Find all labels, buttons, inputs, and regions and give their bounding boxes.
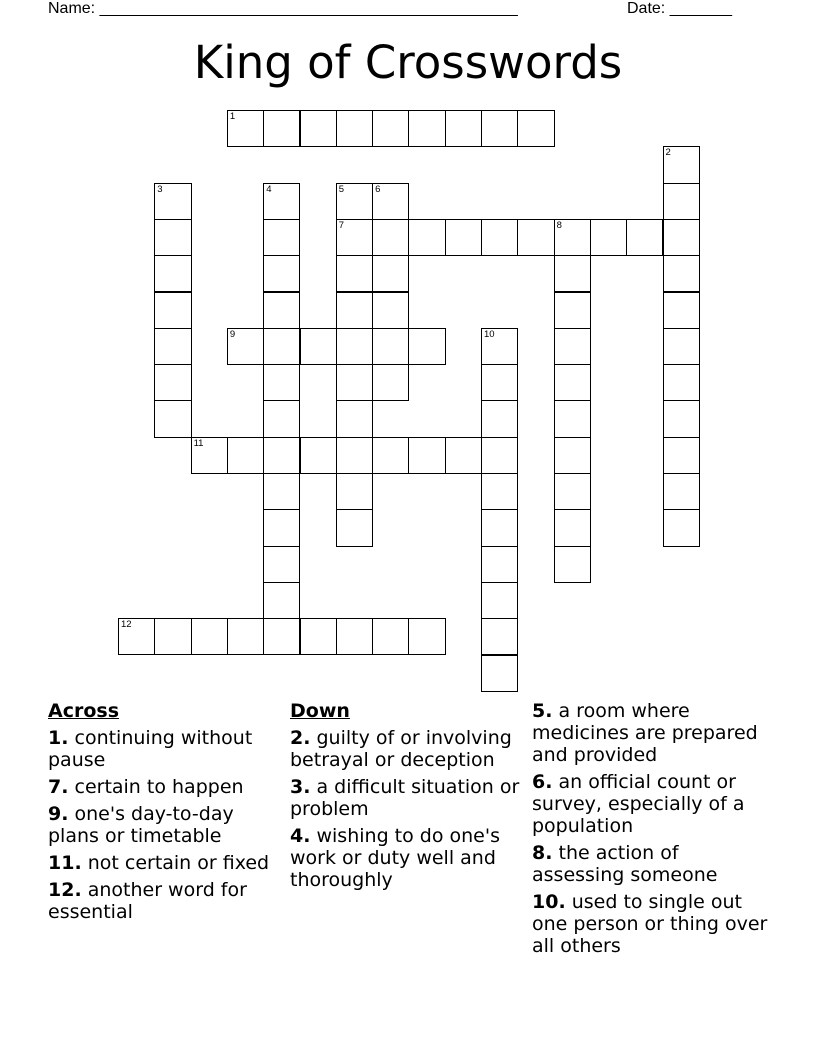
clue-text: used to single out one person or thing over all others (532, 891, 768, 957)
grid-cell[interactable] (481, 509, 518, 546)
grid-cell[interactable] (590, 219, 627, 256)
clue-number: 9. (48, 803, 69, 825)
down-clue (532, 891, 772, 957)
clue-number: 5. (532, 700, 553, 722)
grid-cell[interactable] (481, 437, 518, 474)
grid-cell[interactable] (481, 473, 518, 510)
grid-cell[interactable] (663, 183, 700, 220)
grid-cell[interactable] (336, 328, 373, 365)
across-clue (48, 776, 278, 798)
grid-cell[interactable] (663, 437, 700, 474)
grid-cell[interactable] (554, 219, 591, 256)
clue-text: guilty of or involving betrayal or deception (290, 727, 512, 771)
grid-cell[interactable] (372, 110, 409, 147)
grid-cell[interactable] (554, 400, 591, 437)
across-clues (48, 700, 278, 928)
grid-cell[interactable] (154, 255, 191, 292)
grid-cell[interactable] (663, 400, 700, 437)
clue-number: 8. (532, 842, 553, 864)
cell-number: 3 (157, 183, 163, 195)
grid-cell[interactable] (408, 219, 445, 256)
grid-cell[interactable] (300, 437, 337, 474)
clue-number: 10. (532, 891, 566, 913)
grid-cell[interactable] (554, 255, 591, 292)
grid-cell[interactable] (263, 618, 300, 655)
grid-cell[interactable] (554, 437, 591, 474)
down-clue (290, 727, 530, 771)
grid-cell[interactable] (663, 364, 700, 401)
cell-number: 4 (266, 183, 272, 195)
grid-cell[interactable] (263, 255, 300, 292)
grid-cell[interactable] (554, 546, 591, 583)
grid-cell[interactable] (372, 292, 409, 329)
grid-cell[interactable] (481, 546, 518, 583)
grid-cell[interactable] (517, 219, 554, 256)
grid-cell[interactable] (336, 509, 373, 546)
clue-text: a difficult situation or problem (290, 776, 520, 820)
grid-cell[interactable] (336, 110, 373, 147)
cell-number: 12 (121, 619, 132, 631)
grid-cell[interactable] (263, 110, 300, 147)
cell-number: 9 (229, 328, 236, 340)
grid-cell[interactable] (408, 618, 445, 655)
grid-cell[interactable] (263, 364, 300, 401)
clue-text: not certain or fixed (81, 852, 270, 874)
across-clue (48, 803, 278, 847)
grid-cell[interactable] (263, 473, 300, 510)
name-field[interactable]: Name: _______________________________________________ (48, 0, 518, 17)
down-clue-list-continued (532, 700, 772, 957)
grid-cell[interactable] (554, 328, 591, 365)
cell-number: 7 (338, 219, 345, 231)
clue-text: a room where medicines are prepared and provided (532, 700, 758, 766)
grid-cell[interactable] (154, 219, 191, 256)
grid-cell[interactable] (554, 364, 591, 401)
grid-cell[interactable] (445, 110, 482, 147)
clue-number: 12. (48, 879, 82, 901)
grid-cell[interactable] (336, 400, 373, 437)
grid-cell[interactable] (445, 219, 482, 256)
clue-number: 2. (290, 727, 311, 749)
grid-cell[interactable] (227, 110, 264, 147)
clue-text: certain to happen (68, 776, 244, 798)
grid-cell[interactable] (481, 219, 518, 256)
clue-number: 6. (532, 771, 553, 793)
grid-cell[interactable] (372, 618, 409, 655)
grid-cell[interactable] (263, 546, 300, 583)
date-field[interactable]: Date: _______ (627, 0, 732, 17)
grid-cell[interactable] (554, 473, 591, 510)
grid-cell[interactable] (481, 655, 518, 692)
grid-cell[interactable] (263, 328, 300, 365)
grid-cell[interactable] (408, 437, 445, 474)
page-title: King of Crosswords (193, 36, 623, 89)
grid-cell[interactable] (372, 255, 409, 292)
grid-cell[interactable] (154, 328, 191, 365)
across-heading: Across (48, 700, 120, 722)
across-clue (48, 879, 278, 923)
grid-cell[interactable] (663, 146, 700, 183)
clue-text: wishing to do one's work or duty well and thoroughly (290, 825, 500, 891)
across-clue (48, 727, 278, 771)
down-clues-continued (532, 700, 772, 962)
grid-cell[interactable] (372, 364, 409, 401)
across-clue (48, 852, 278, 874)
grid-cell[interactable] (227, 437, 264, 474)
grid-cell[interactable] (263, 509, 300, 546)
clue-number: 3. (290, 776, 311, 798)
grid-cell[interactable] (118, 618, 155, 655)
down-clue (290, 825, 530, 891)
cell-number: 8 (556, 219, 562, 231)
grid-cell[interactable] (300, 328, 337, 365)
down-clue (532, 700, 772, 766)
grid-cell[interactable] (554, 292, 591, 329)
cell-number: 1 (229, 111, 236, 122)
down-clues (290, 700, 530, 896)
grid-cell[interactable] (663, 255, 700, 292)
grid-cell[interactable] (626, 219, 663, 256)
clue-text: an official count or survey, especially of a population (532, 771, 745, 837)
down-clue (532, 771, 772, 837)
grid-cell[interactable] (663, 328, 700, 365)
grid-cell[interactable] (336, 255, 373, 292)
grid-cell[interactable] (663, 509, 700, 546)
grid-cell[interactable] (481, 582, 518, 619)
grid-cell[interactable] (154, 183, 191, 220)
down-clue (290, 776, 530, 820)
grid-cell[interactable] (154, 618, 191, 655)
grid-cell[interactable] (227, 328, 264, 365)
cell-number: 10 (484, 328, 495, 340)
grid-cell[interactable] (336, 183, 373, 220)
clue-number: 7. (48, 776, 69, 798)
grid-cell[interactable] (300, 618, 337, 655)
grid-cell[interactable] (663, 219, 700, 256)
grid-cell[interactable] (372, 437, 409, 474)
grid-cell[interactable] (263, 183, 300, 220)
down-clue (532, 842, 772, 886)
grid-cell[interactable] (336, 473, 373, 510)
grid-cell[interactable] (336, 364, 373, 401)
grid-cell[interactable] (263, 219, 300, 256)
grid-cell[interactable] (517, 110, 554, 147)
grid-cell[interactable] (663, 292, 700, 329)
grid-cell[interactable] (263, 437, 300, 474)
cell-number: 6 (375, 183, 381, 195)
clue-text: continuing without pause (48, 727, 253, 771)
clue-text: another word for essential (48, 879, 247, 923)
grid-cell[interactable] (408, 110, 445, 147)
grid-cell[interactable] (336, 618, 373, 655)
grid-cell[interactable] (481, 618, 518, 655)
grid-cell[interactable] (154, 400, 191, 437)
clue-text: one's day-to-day plans or timetable (48, 803, 234, 847)
grid-cell[interactable] (372, 219, 409, 256)
grid-cell[interactable] (154, 292, 191, 329)
clue-number: 4. (290, 825, 311, 847)
grid-cell[interactable] (154, 364, 191, 401)
grid-cell[interactable] (372, 183, 409, 220)
grid-cell[interactable] (408, 328, 445, 365)
grid-cell[interactable] (663, 473, 700, 510)
down-heading: Down (290, 700, 350, 722)
grid-cell[interactable] (191, 437, 228, 474)
cell-number: 2 (665, 147, 671, 159)
clue-number: 11. (48, 852, 82, 874)
grid-cell[interactable] (481, 364, 518, 401)
grid-cell[interactable] (372, 328, 409, 365)
cell-number: 5 (338, 183, 345, 195)
grid-cell[interactable] (481, 328, 518, 365)
grid-cell[interactable] (263, 400, 300, 437)
grid-cell[interactable] (336, 292, 373, 329)
grid-cell[interactable] (481, 110, 518, 147)
grid-cell[interactable] (227, 618, 264, 655)
grid-cell[interactable] (554, 509, 591, 546)
cell-number: 11 (193, 437, 204, 449)
clue-number: 1. (48, 727, 69, 749)
clue-text: the action of assessing someone (532, 842, 718, 886)
grid-cell[interactable] (481, 400, 518, 437)
grid-cell[interactable] (191, 618, 228, 655)
grid-cell[interactable] (300, 110, 337, 147)
grid-cell[interactable] (263, 292, 300, 329)
down-clue-list (290, 727, 530, 891)
grid-cell[interactable] (336, 437, 373, 474)
across-clue-list (48, 727, 278, 923)
grid-cell[interactable] (445, 437, 482, 474)
grid-cell[interactable] (336, 219, 373, 256)
grid-cell[interactable] (263, 582, 300, 619)
